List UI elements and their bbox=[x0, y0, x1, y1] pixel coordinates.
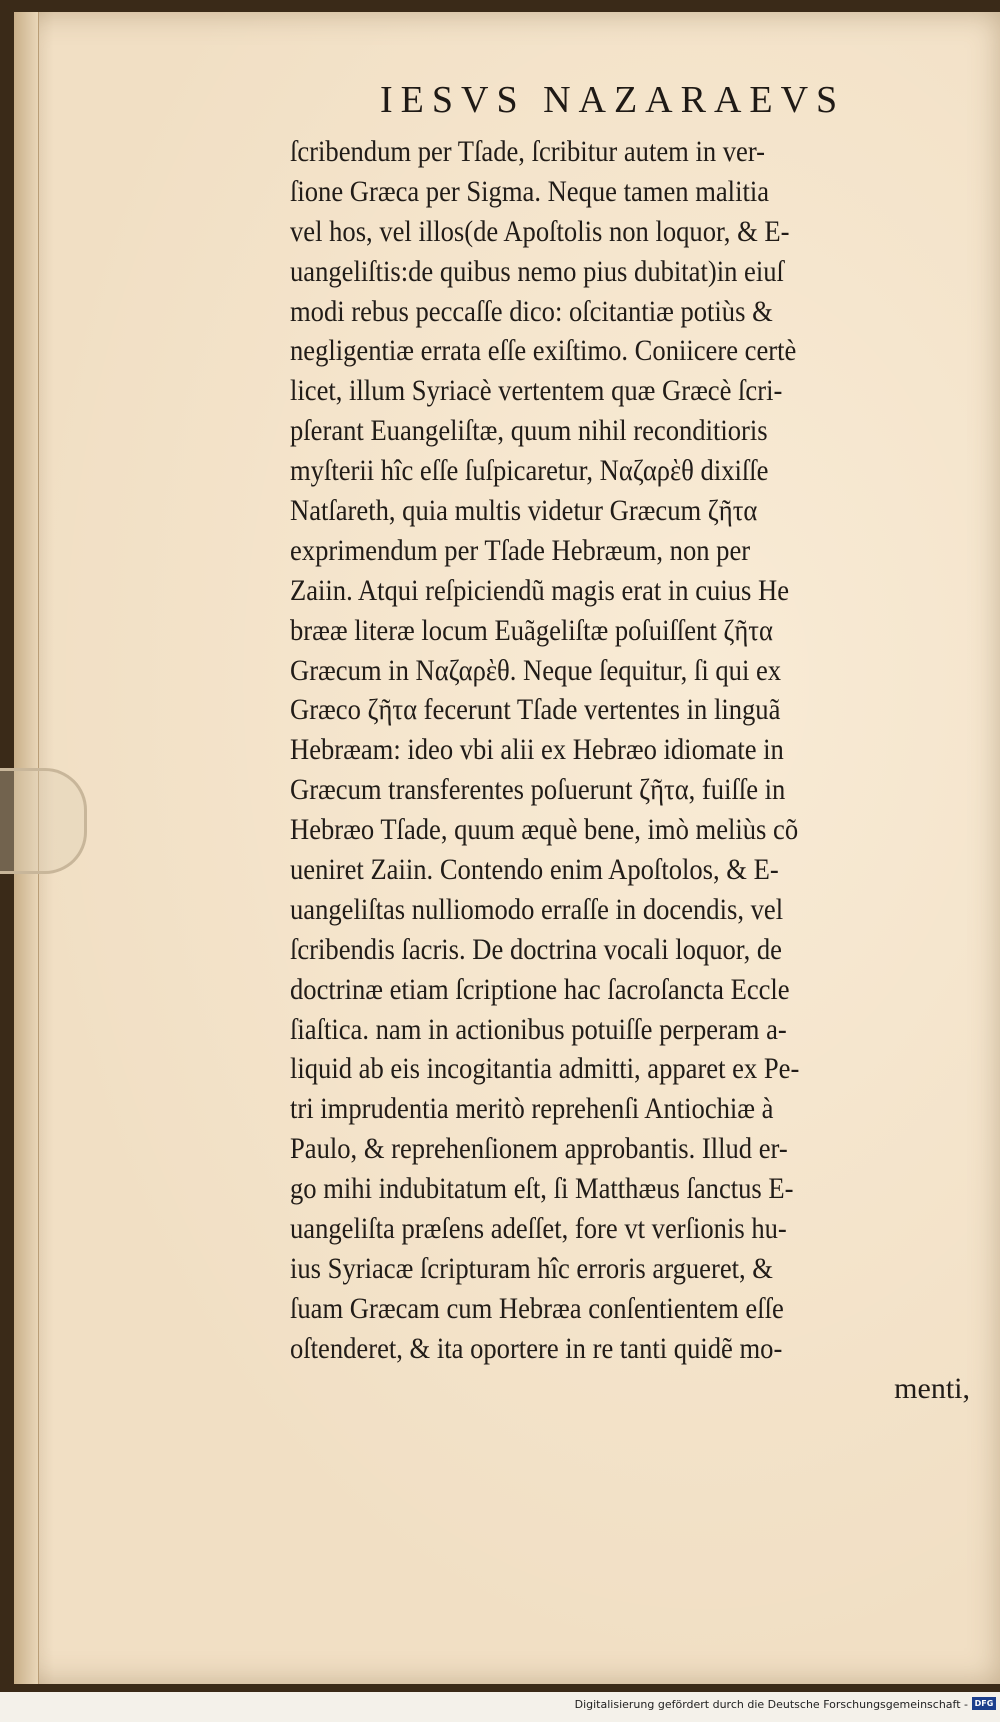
text-line: Græcum in Ναζαρὲθ. Neque ſequitur, ſi qui ex bbox=[290, 653, 782, 687]
text-line: ſcribendum per Tſade, ſcribitur autem in ver- bbox=[290, 135, 766, 168]
text-line: ius Syriacæ ſcripturam hîc erroris argueret, & bbox=[290, 1251, 773, 1285]
text-line: ſuam Græcam cum Hebræa conſentientem eſſe bbox=[290, 1291, 784, 1325]
text-line: Paulo, & reprehenſionem approbantis. Illud er- bbox=[290, 1132, 788, 1166]
text-line: licet, illum Syriacè vertentem quæ Græcè ſcri- bbox=[290, 374, 783, 408]
text-line: doctrinæ etiam ſcriptione hac ſacroſancta Eccle bbox=[290, 972, 790, 1006]
text-line: Hebræo Tſade, quum æquè bene, imò meliùs cõ bbox=[290, 813, 799, 847]
text-line: vel hos, vel illos(de Apoſtolis non loquor, & E- bbox=[290, 214, 790, 248]
text-line: pſerant Euangeliſtæ, quum nihil reconditioris bbox=[290, 414, 768, 448]
text-line: modi rebus peccaſſe dico: oſcitantiæ potiùs & bbox=[290, 294, 773, 328]
text-line: ſione Græca per Sigma. Neque tamen malitia bbox=[290, 174, 770, 208]
text-line: liquid ab eis incogitantia admitti, apparet ex Pe- bbox=[290, 1052, 800, 1086]
text-line: oſtenderet, & ita oportere in re tanti quidẽ mo- bbox=[290, 1331, 783, 1365]
page-clip bbox=[0, 768, 87, 874]
running-head: IESVS NAZARAEVS bbox=[380, 79, 846, 121]
text-line: Græcum transferentes poſuerunt ζῆτα, fuiſſe in bbox=[290, 773, 786, 807]
text-line: Zaiin. Atqui reſpiciendũ magis erat in cuius He bbox=[290, 573, 789, 607]
text-line: ſcribendis ſacris. De doctrina vocali loquor, de bbox=[290, 932, 782, 966]
text-line: exprimendum per Tſade Hebræum, non per bbox=[290, 533, 751, 567]
text-line: negligentiæ errata eſſe exiſtimo. Coniicere certè bbox=[290, 334, 797, 368]
body-text bbox=[290, 132, 990, 1409]
footer-credit: Digitalisierung gefördert durch die Deutsche Forschungsgemeinschaft - bbox=[574, 1698, 968, 1711]
text-line: uangeliſtis:de quibus nemo pius dubitat)in eiuſ bbox=[290, 254, 784, 288]
catchword: menti, bbox=[894, 1371, 970, 1405]
text-line: ſiaſtica. nam in actionibus potuiſſe perperam a- bbox=[290, 1012, 787, 1046]
text-line: uangeliſta præſens adeſſet, fore vt verſionis hu- bbox=[290, 1212, 787, 1246]
text-line: uangeliſtas nulliomodo erraſſe in docendis, vel bbox=[290, 892, 784, 926]
text-line: myſterii hîc eſſe ſuſpicaretur, Ναζαρὲθ dixiſſe bbox=[290, 454, 769, 488]
text-line: Græco ζῆτα fecerunt Tſade vertentes in linguã bbox=[290, 693, 781, 727]
text-line: Hebræam: ideo vbi alii ex Hebræo idiomate in bbox=[290, 733, 784, 767]
text-line: brææ literæ locum Euãgeliſtæ poſuiſſent ζῆτα bbox=[290, 613, 773, 647]
dfg-logo: DFG bbox=[972, 1697, 996, 1710]
text-line: Natſareth, quia multis videtur Græcum ζῆτα bbox=[290, 494, 758, 528]
footer-bar bbox=[0, 1692, 1000, 1722]
text-line: ueniret Zaiin. Contendo enim Apoſtolos, & E- bbox=[290, 853, 779, 887]
text-line: go mihi indubitatum eſt, ſi Matthæus ſanctus E- bbox=[290, 1172, 794, 1206]
text-line: tri imprudentia meritò reprehenſi Antiochiæ à bbox=[290, 1092, 774, 1126]
